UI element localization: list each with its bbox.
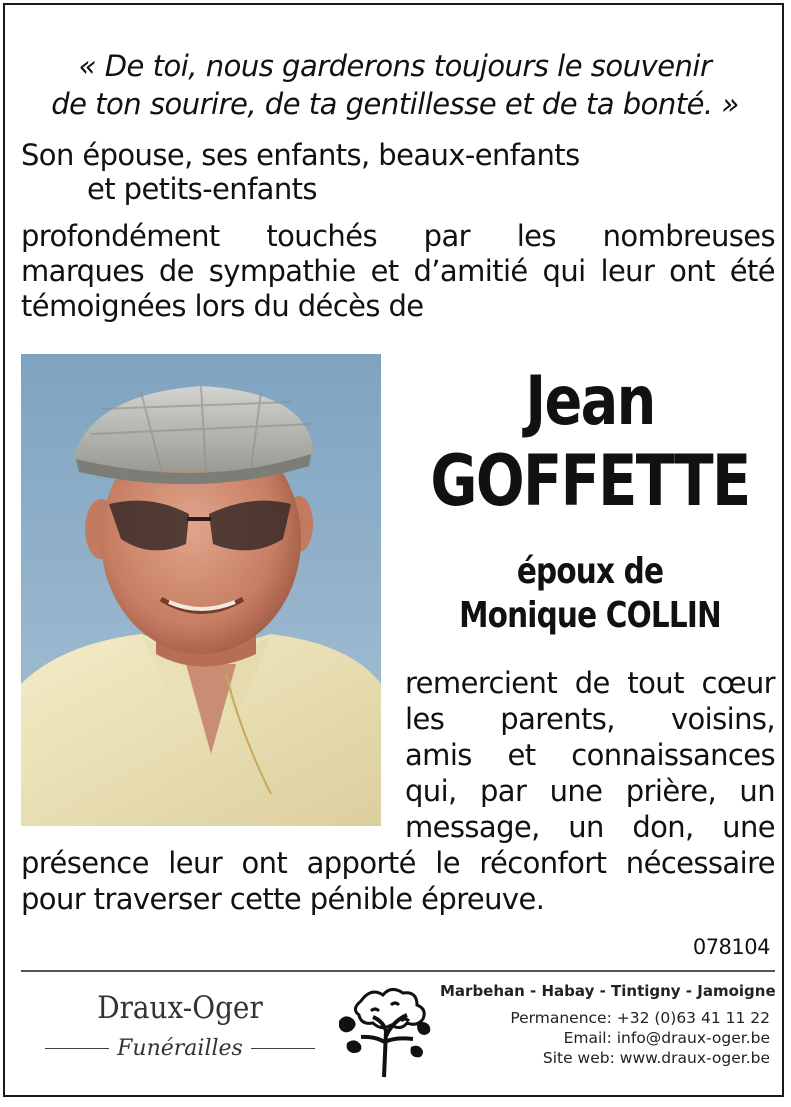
touched-line-2: marques de sympathie et d’amitié qui leur ont été <box>21 254 775 288</box>
thanks-line-5: message, un don, une <box>405 810 775 844</box>
thanks-line-4: qui, par une prière, un <box>405 774 775 808</box>
brand-line-right <box>251 1048 315 1049</box>
thanks-line-7: pour traverser cette pénible épreuve. <box>21 882 545 916</box>
brand-line-left <box>45 1048 109 1049</box>
family-line-2: et petits-enfants <box>87 172 317 206</box>
brand-subtitle: Funérailles <box>117 1035 243 1061</box>
contact-info <box>440 981 776 1068</box>
touched-paragraph <box>21 219 775 324</box>
thanks-line-2: les parents, voisins, <box>405 702 775 736</box>
memorial-quote <box>15 47 775 123</box>
family-intro <box>21 138 580 206</box>
reference-number: 078104 <box>692 935 770 959</box>
brand-subtitle-row <box>45 1033 315 1063</box>
thanks-line-6: présence leur ont apporté le réconfort nécessaire <box>21 846 775 880</box>
quote-line-1: « De toi, nous garderons toujours le souvenir <box>78 49 712 83</box>
footer-divider <box>21 970 775 972</box>
spouse-name: Monique COLLIN <box>459 595 721 636</box>
touched-line-1: profondément touchés par les nombreuses <box>21 219 775 253</box>
closing-paragraph <box>21 845 775 917</box>
email-line: Email: info@draux-oger.be <box>563 1029 770 1047</box>
spouse-label: époux de <box>516 551 664 592</box>
website-line: Site web: www.draux-oger.be <box>542 1049 770 1067</box>
family-line-1: Son épouse, ses enfants, beaux-enfants <box>21 138 580 172</box>
deceased-last-name: GOFFETTE <box>430 440 750 522</box>
obituary-card <box>3 3 784 1097</box>
phone-line: Permanence: +32 (0)63 41 11 22 <box>510 1009 770 1027</box>
touched-line-3: témoignées lors du décès de <box>21 289 424 323</box>
towns-list: Marbehan - Habay - Tintigny - Jamoigne <box>440 982 776 1000</box>
portrait-photo <box>21 354 381 826</box>
thanks-line-1: remercient de tout cœur <box>405 666 775 700</box>
quote-line-2: de ton sourire, de ta gentillesse et de ta bonté. » <box>51 87 739 121</box>
thanks-line-3: amis et connaissances <box>405 738 775 772</box>
brand-name: Draux-Oger <box>97 990 263 1026</box>
thanks-paragraph <box>405 665 775 845</box>
deceased-first-name: Jean <box>525 362 655 441</box>
tree-logo-icon <box>331 981 441 1079</box>
